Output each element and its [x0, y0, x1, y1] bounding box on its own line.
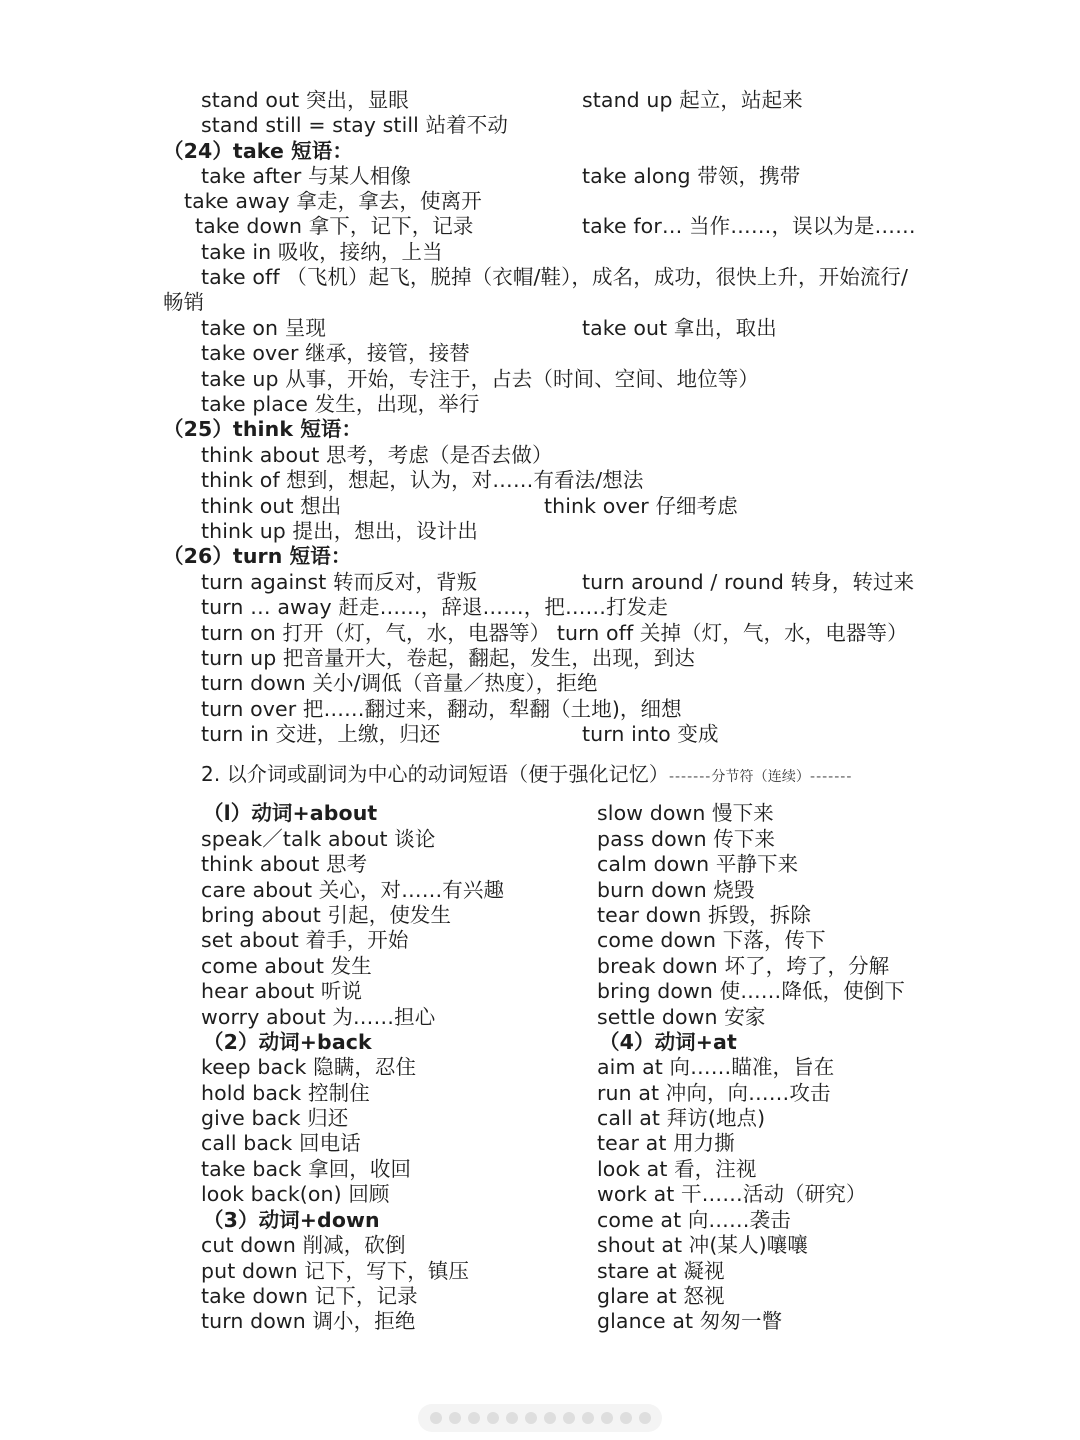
- list-item: come at 向……袭击: [597, 1208, 791, 1232]
- phrase-turn-down: turn down 关小/调低（音量／热度），拒绝: [201, 671, 598, 695]
- dot-icon: [601, 1412, 613, 1424]
- list-item: break down 坏了，垮了，分解: [597, 954, 890, 978]
- phrase-turn-on-off: turn on 打开（灯，气，水，电器等） turn off 关掉（灯，气，水，电器等）: [201, 621, 908, 645]
- phrase-take-away: take away 拿走，拿去，使离开: [184, 189, 482, 213]
- phrase-take-for: take for… 当作……，误以为是……: [582, 214, 916, 238]
- list-item: set about 着手，开始: [201, 928, 409, 952]
- list-item: settle down 安家: [597, 1005, 766, 1029]
- section-2-title: 2. 以介词或副词为中心的动词短语（便于强化记忆）: [201, 762, 669, 786]
- phrase-turn-in: turn in 交进，上缴，归还: [201, 722, 441, 746]
- list-item: tear at 用力撕: [597, 1131, 735, 1155]
- list-item: calm down 平静下来: [597, 852, 799, 876]
- list-item: look at 看，注视: [597, 1157, 757, 1181]
- list-item: take down 记下，记录: [201, 1284, 418, 1308]
- list-item: hear about 听说: [201, 979, 363, 1003]
- list-item: slow down 慢下来: [597, 801, 774, 825]
- list-item: come about 发生: [201, 954, 372, 978]
- list-item: burn down 烧毁: [597, 878, 755, 902]
- phrase-think-of: think of 想到，想起，认为，对……有看法/想法: [201, 468, 644, 492]
- section-break-dashes-left: -------: [668, 769, 712, 785]
- dot-icon: [506, 1412, 518, 1424]
- dot-icon: [449, 1412, 461, 1424]
- list-item: cut down 削减，砍倒: [201, 1233, 406, 1257]
- list-item: think about 思考: [201, 852, 368, 876]
- phrase-take-place: take place 发生，出现，举行: [201, 392, 480, 416]
- dot-icon: [620, 1412, 632, 1424]
- dot-icon: [582, 1412, 594, 1424]
- phrase-turn-up: turn up 把音量开大，卷起，翻起，发生，出现，到达: [201, 646, 695, 670]
- phrase-take-out: take out 拿出，取出: [582, 316, 777, 340]
- list-item: glare at 怒视: [597, 1284, 725, 1308]
- phrase-stand-still: stand still = stay still 站着不动: [201, 113, 508, 137]
- heading-think-phrases: （25）think 短语：: [163, 417, 363, 441]
- list-item: shout at 冲(某人)嚷嚷: [597, 1233, 808, 1257]
- phrase-take-up: take up 从事，开始，专注于，占去（时间、空间、地位等）: [201, 367, 759, 391]
- list-item: turn down 调小，拒绝: [201, 1309, 416, 1333]
- list-item: keep back 隐瞒，忍住: [201, 1055, 417, 1079]
- phrase-stand-up: stand up 起立，站起来: [582, 88, 803, 112]
- phrase-turn-against: turn against 转而反对，背叛: [201, 570, 478, 594]
- list-item: care about 关心，对……有兴趣: [201, 878, 505, 902]
- list-item: speak／talk about 谈论: [201, 827, 436, 851]
- phrase-take-over: take over 继承，接管，接替: [201, 341, 470, 365]
- list-item: bring down 使……降低，使倒下: [597, 979, 905, 1003]
- phrase-think-out: think out 想出: [201, 494, 342, 518]
- dot-icon: [430, 1412, 442, 1424]
- list-item: call back 回电话: [201, 1131, 361, 1155]
- phrase-take-down: take down 拿下，记下，记录: [195, 214, 474, 238]
- heading-turn-phrases: （26）turn 短语：: [163, 544, 352, 568]
- list-item: give back 归还: [201, 1106, 349, 1130]
- list-item: glance at 匆匆一瞥: [597, 1309, 783, 1333]
- list-item: run at 冲向，向……攻击: [597, 1081, 831, 1105]
- heading-verb-at: （4）动词+at: [599, 1030, 737, 1054]
- phrase-take-after: take after 与某人相像: [201, 164, 411, 188]
- heading-verb-down: （3）动词+down: [203, 1208, 380, 1232]
- section-2-heading: [201, 762, 852, 790]
- phrase-turn-away: turn … away 赶走……，辞退……，把……打发走: [201, 595, 668, 619]
- phrase-think-up: think up 提出，想出，设计出: [201, 519, 478, 543]
- section-break-dashes-right: -------: [810, 769, 853, 785]
- dot-icon: [468, 1412, 480, 1424]
- list-item: bring about 引起，使发生: [201, 903, 452, 927]
- list-item: worry about 为……担心: [201, 1005, 436, 1029]
- phrase-take-along: take along 带领，携带: [582, 164, 801, 188]
- phrase-take-on: take on 呈现: [201, 316, 326, 340]
- phrase-turn-over: turn over 把……翻过来，翻动，犁翻（土地)，细想: [201, 697, 682, 721]
- list-item: tear down 拆毁，拆除: [597, 903, 811, 927]
- phrase-take-off: take off （飞机）起飞，脱掉（衣帽/鞋），成名，成功，很快上升，开始流行/: [201, 265, 909, 289]
- phrase-take-in: take in 吸收，接纳，上当: [201, 240, 443, 264]
- list-item: take back 拿回，收回: [201, 1157, 412, 1181]
- list-item: call at 拜访(地点): [597, 1106, 766, 1130]
- list-item: aim at 向……瞄准，旨在: [597, 1055, 835, 1079]
- dot-icon: [639, 1412, 651, 1424]
- phrase-turn-into: turn into 变成: [582, 722, 719, 746]
- dot-icon: [487, 1412, 499, 1424]
- phrase-turn-around: turn around / round 转身，转过来: [582, 570, 915, 594]
- dot-icon: [563, 1412, 575, 1424]
- list-item: hold back 控制住: [201, 1081, 370, 1105]
- list-item: look back(on) 回顾: [201, 1182, 390, 1206]
- phrase-take-off-cont: 畅销: [163, 290, 205, 314]
- heading-verb-about: （l）动词+about: [203, 801, 378, 825]
- heading-verb-back: （2）动词+back: [203, 1030, 372, 1054]
- list-item: stare at 凝视: [597, 1259, 725, 1283]
- phrase-think-about: think about 思考，考虑（是否去做）: [201, 443, 553, 467]
- section-break-note: 分节符（连续）: [711, 769, 811, 785]
- dot-icon: [525, 1412, 537, 1424]
- phrase-think-over: think over 仔细考虑: [544, 494, 738, 518]
- list-item: put down 记下，写下，镇压: [201, 1259, 470, 1283]
- watermark-pill: [418, 1404, 662, 1432]
- list-item: work at 干……活动（研究）: [597, 1182, 867, 1206]
- phrase-stand-out: stand out 突出，显眼: [201, 88, 409, 112]
- list-item: come down 下落，传下: [597, 928, 826, 952]
- list-item: pass down 传下来: [597, 827, 776, 851]
- dot-icon: [544, 1412, 556, 1424]
- heading-take-phrases: （24）take 短语：: [163, 139, 353, 163]
